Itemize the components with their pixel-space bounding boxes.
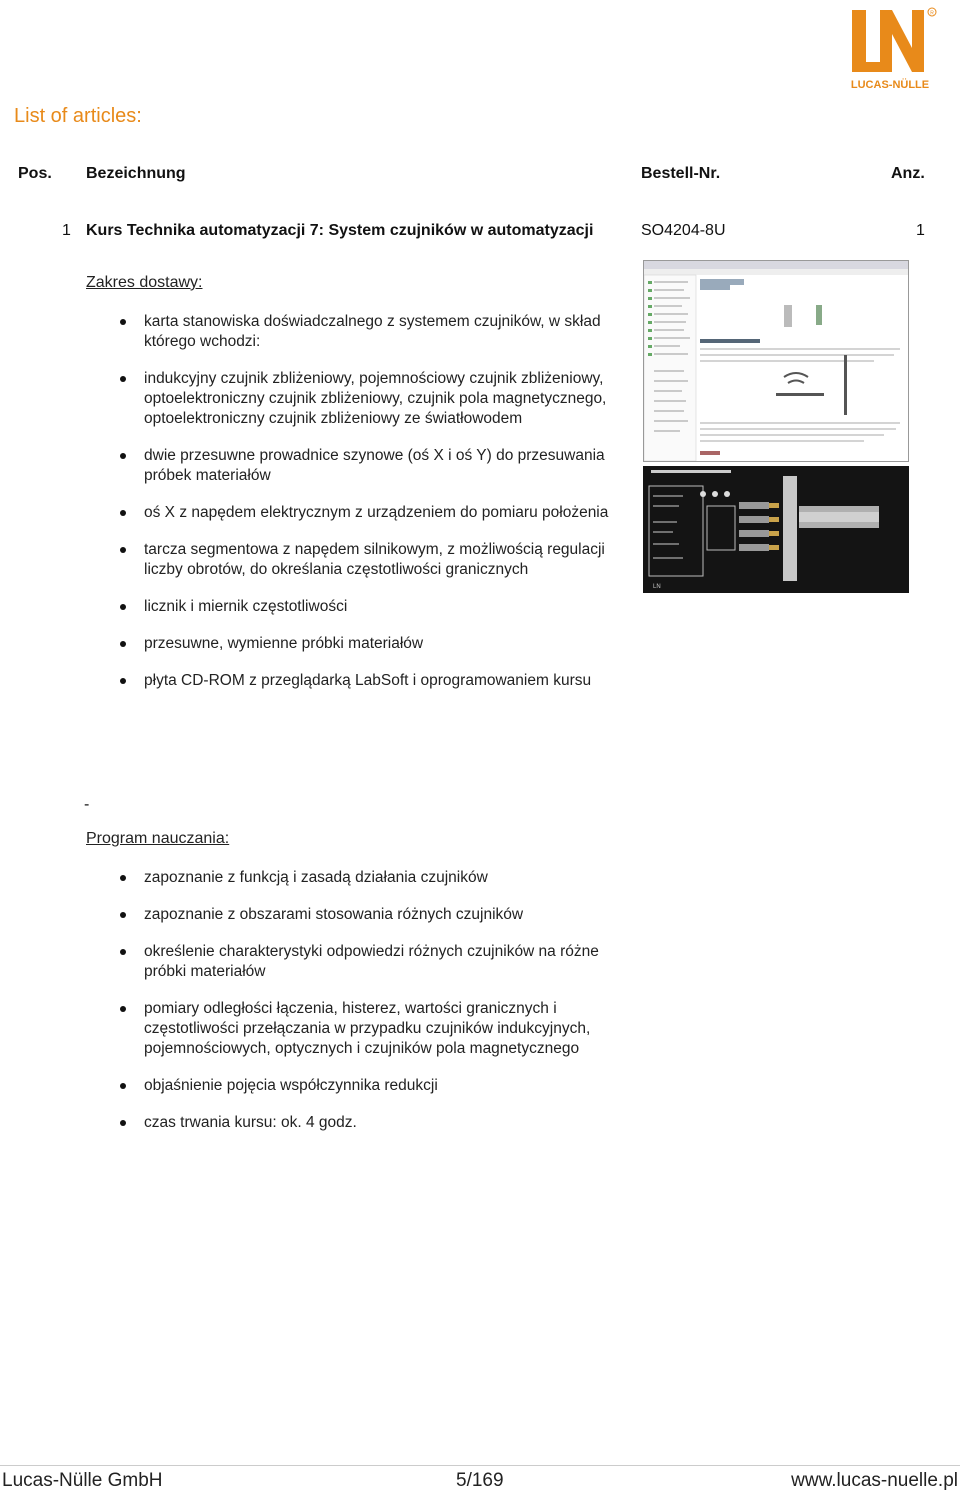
article-pos: 1: [62, 222, 71, 239]
list-item: zapoznanie z funkcją i zasadą działania czujników: [120, 868, 610, 888]
article-quantity: 1: [916, 222, 925, 239]
hardware-panel-image: [643, 466, 909, 593]
list-item: oś X z napędem elektrycznym z urządzeniem do pomiaru położenia: [120, 503, 610, 523]
page-title: List of articles:: [14, 105, 142, 127]
software-screenshot-image: [643, 260, 909, 462]
list-item: przesuwne, wymienne próbki materiałów: [120, 634, 610, 654]
list-item: karta stanowiska doświadczalnego z systemem czujników, w skład którego wchodzi:: [120, 312, 610, 352]
footer-divider: [0, 1465, 960, 1466]
svg-text:LUCAS-NÜLLE: LUCAS-NÜLLE: [850, 79, 930, 91]
footer-website[interactable]: www.lucas-nuelle.pl: [791, 1470, 958, 1491]
footer-page-number: 5/169: [456, 1470, 504, 1491]
list-item: określenie charakterystyki odpowiedzi różnych czujników na różne próbki materiałów: [120, 942, 610, 982]
footer-company: Lucas-Nülle GmbH: [2, 1470, 163, 1491]
header-name: Bezeichnung: [86, 165, 186, 182]
list-item: objaśnienie pojęcia współczynnika redukcji: [120, 1076, 610, 1096]
lucas-nuelle-logo: [848, 6, 938, 92]
header-quantity: Anz.: [891, 165, 925, 182]
list-item: czas trwania kursu: ok. 4 godz.: [120, 1113, 610, 1133]
list-item: dwie przesuwne prowadnice szynowe (oś X i oś Y) do przesuwania próbek materiałów: [120, 446, 610, 486]
separator-dash: -: [84, 796, 90, 813]
list-item: zapoznanie z obszarami stosowania różnych czujników: [120, 905, 610, 925]
svg-text:R: R: [930, 10, 934, 17]
scope-list: [120, 312, 610, 691]
program-label: Program nauczania:: [86, 830, 230, 847]
list-item: indukcyjny czujnik zbliżeniowy, pojemnościowy czujnik zbliżeniowy, optoelektroniczny czujnik zbliżeniowy, czujnik pola magnetycznego, optoelektroniczny czujnik zbliżeniowy ze światłowodem: [120, 369, 610, 429]
list-item: płyta CD-ROM z przeglądarką LabSoft i oprogramowaniem kursu: [120, 671, 610, 691]
scope-label: Zakres dostawy:: [86, 274, 203, 291]
header-order-number: Bestell-Nr.: [641, 165, 721, 182]
list-item: tarcza segmentowa z napędem silnikowym, z możliwością regulacji liczby obrotów, do określania częstotliwości granicznych: [120, 540, 610, 580]
list-item: licznik i miernik częstotliwości: [120, 597, 610, 617]
list-item: pomiary odległości łączenia, histerez, wartości granicznych i częstotliwości przełączania w przypadku czujników indukcyjnych, pojemnościowych, optycznych i czujników pola magnetycznego: [120, 999, 610, 1059]
svg-text:LN: LN: [653, 584, 661, 590]
article-name: Kurs Technika automatyzacji 7: System czujników w automatyzacji: [86, 222, 594, 239]
header-pos: Pos.: [18, 165, 52, 182]
article-order-number: SO4204-8U: [641, 222, 726, 239]
program-list: [120, 868, 610, 1133]
